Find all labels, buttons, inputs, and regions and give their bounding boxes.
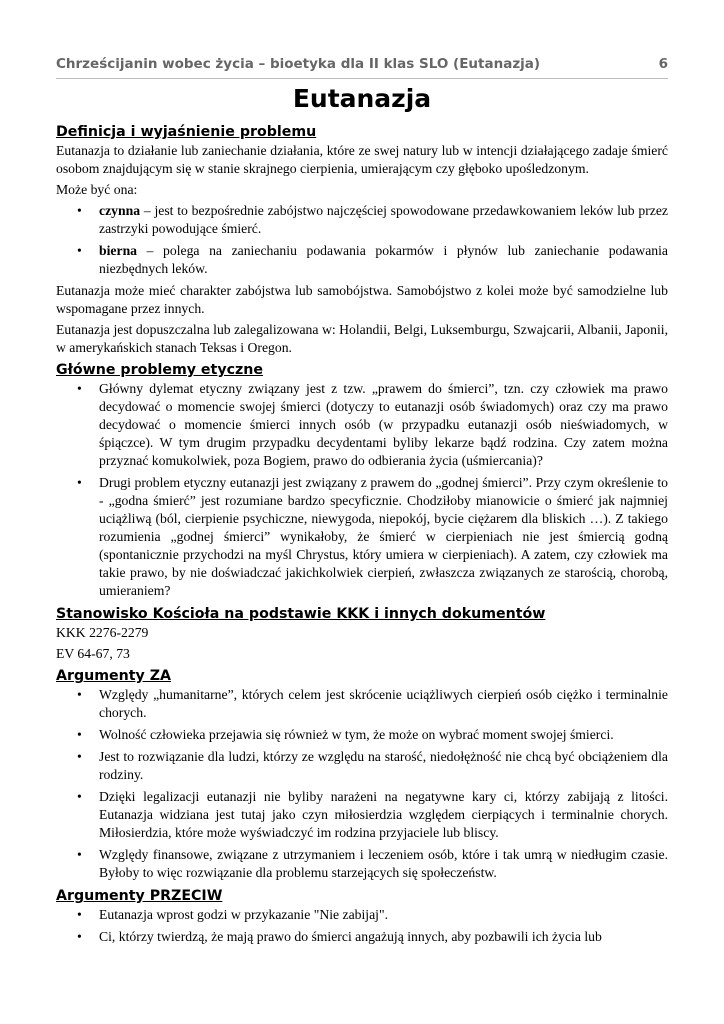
list-item-text: Drugi problem etyczny eutanazji jest związany z prawem do „godnej śmierci”. Przy czym określenie to - „godna śmierć” jest rozumiane bardzo specyficznie. Chodziłoby mianowicie o śmierć jak najmniej uciążliwą (ból, cierpienie psychiczne, niewygoda, niepokój, bycie ciężarem dla bliskich …). Z takiego rozumienia „godnej śmierci” wynikałoby, że śmierć w cierpieniach nie jest śmiercią godną (spontanicznie przychodzi na myśl Chrystus, który umiera w cierpieniach). A zatem, czy człowiek ma takie prawo, by nie doświadczać jakichkolwiek cierpień, zwłaszcza związanych ze starością, chorobą, umieraniem? [99, 475, 668, 598]
list-item [56, 748, 668, 784]
bullet-icon: • [77, 749, 82, 764]
list-item [56, 242, 668, 278]
list-item [56, 788, 668, 842]
list-item [56, 474, 668, 600]
list-item-text: Jest to rozwiązanie dla ludzi, którzy ze względu na starość, niedołężność nie chcą być obciążeniem dla rodziny. [99, 749, 668, 782]
list-item [56, 906, 668, 924]
page-number: 6 [658, 56, 668, 72]
list-item [56, 726, 668, 744]
paragraph: Eutanazja jest dopuszczalna lub zalegalizowana w: Holandii, Belgi, Luksemburgu, Szwajcarii, Albanii, Japonii, w amerykańskich stanach Teksas i Oregon. [56, 322, 668, 355]
list-item-text: Ci, którzy twierdzą, że mają prawo do śmierci angażują innych, aby pozbawili ich życia lub [99, 929, 602, 944]
section-heading-pro: Argumenty ZA [56, 668, 171, 684]
bullet-icon: • [77, 203, 82, 218]
list-item-text: Główny dylemat etyczny związany jest z tzw. „prawem do śmierci”, tzn. czy człowiek ma prawo decydować o momencie swojej śmierci (dotyczy to eutanazji osób świadomych) oraz czy ma prawo decydować o momencie śmierci innych osób (w przypadku eutanazji osób nieświadomych, w śpiączce). W tym drugim przypadku decydentami byliby lekarze bądź rodzina. Czy zatem można przyznać komukolwiek, poza Bogiem, prawo do odbierania życia (uśmiercania)? [99, 381, 668, 468]
pro-arguments-list [56, 686, 668, 882]
list-item [56, 202, 668, 238]
term: czynna [99, 203, 141, 218]
list-item [56, 686, 668, 722]
ethics-list [56, 380, 668, 600]
section-heading-church: Stanowisko Kościoła na podstawie KKK i innych dokumentów [56, 606, 546, 622]
bullet-icon: • [77, 381, 82, 396]
list-item-text: Wolność człowieka przejawia się również w tym, że może on wybrać moment swojej śmierci. [99, 727, 614, 742]
section-heading-contra: Argumenty PRZECIW [56, 888, 223, 904]
list-item-text: Dzięki legalizacji eutanazji nie byliby narażeni na negatywne kary ci, którzy zabijają z litości. Eutanazja widziana jest tutaj jako czyn miłosierdzia względem cierpiących i terminalnie chorych. Miłosierdzia, które może wyświadczyć im rodzina przyjaciele lub bliscy. [99, 789, 668, 840]
reference: EV 64-67, 73 [56, 646, 130, 661]
bullet-icon: • [77, 243, 82, 258]
list-item-text: Eutanazja wprost godzi w przykazanie "Nie zabijaj". [99, 907, 388, 922]
list-item [56, 928, 668, 946]
paragraph: Eutanazja to działanie lub zaniechanie działania, które ze swej natury lub w intencji działającego zadaje śmierć osobom znajdującym się w stanie skrajnego cierpienia, umierającym czy głęboko upośledzonym. [56, 143, 668, 176]
section-heading-ethics: Główne problemy etyczne [56, 362, 263, 378]
list-item [56, 846, 668, 882]
term-description: – polega na zaniechaniu podawania pokarmów i płynów lub zaniechanie podawania niezbędnych leków. [99, 243, 668, 276]
document-body [56, 122, 668, 950]
bullet-icon: • [77, 789, 82, 804]
bullet-icon: • [77, 687, 82, 702]
bullet-icon: • [77, 475, 82, 490]
definition-list [56, 202, 668, 278]
paragraph: Eutanazja może mieć charakter zabójstwa lub samobójstwa. Samobójstwo z kolei może być samodzielne lub wspomagane przez innych. [56, 283, 668, 316]
list-item-text: Względy „humanitarne”, których celem jest skrócenie uciążliwych cierpień osób ciężko i terminalnie chorych. [99, 687, 668, 720]
bullet-icon: • [77, 727, 82, 742]
reference: KKK 2276-2279 [56, 625, 149, 640]
contra-arguments-list [56, 906, 668, 946]
paragraph: Może być ona: [56, 182, 138, 197]
section-heading-definition: Definicja i wyjaśnienie problemu [56, 124, 317, 140]
list-item-text: Względy finansowe, związane z utrzymaniem i leczeniem osób, które i tak umrą w niedługim czasie. Byłoby to więc rozwiązanie dla problemu starzejących się społeczeństw. [99, 847, 668, 880]
term: bierna [99, 243, 138, 258]
document-title: Eutanazja [292, 84, 432, 113]
term-description: – jest to bezpośrednie zabójstwo najczęściej spowodowane przedawkowaniem leków lub przez zastrzyki powodujące śmierć. [99, 203, 668, 236]
header-title: Chrześcijanin wobec życia – bioetyka dla II klas SLO (Eutanazja) [56, 56, 541, 72]
running-header [56, 54, 668, 79]
bullet-icon: • [77, 907, 82, 922]
bullet-icon: • [77, 847, 82, 862]
list-item [56, 380, 668, 470]
bullet-icon: • [77, 929, 82, 944]
